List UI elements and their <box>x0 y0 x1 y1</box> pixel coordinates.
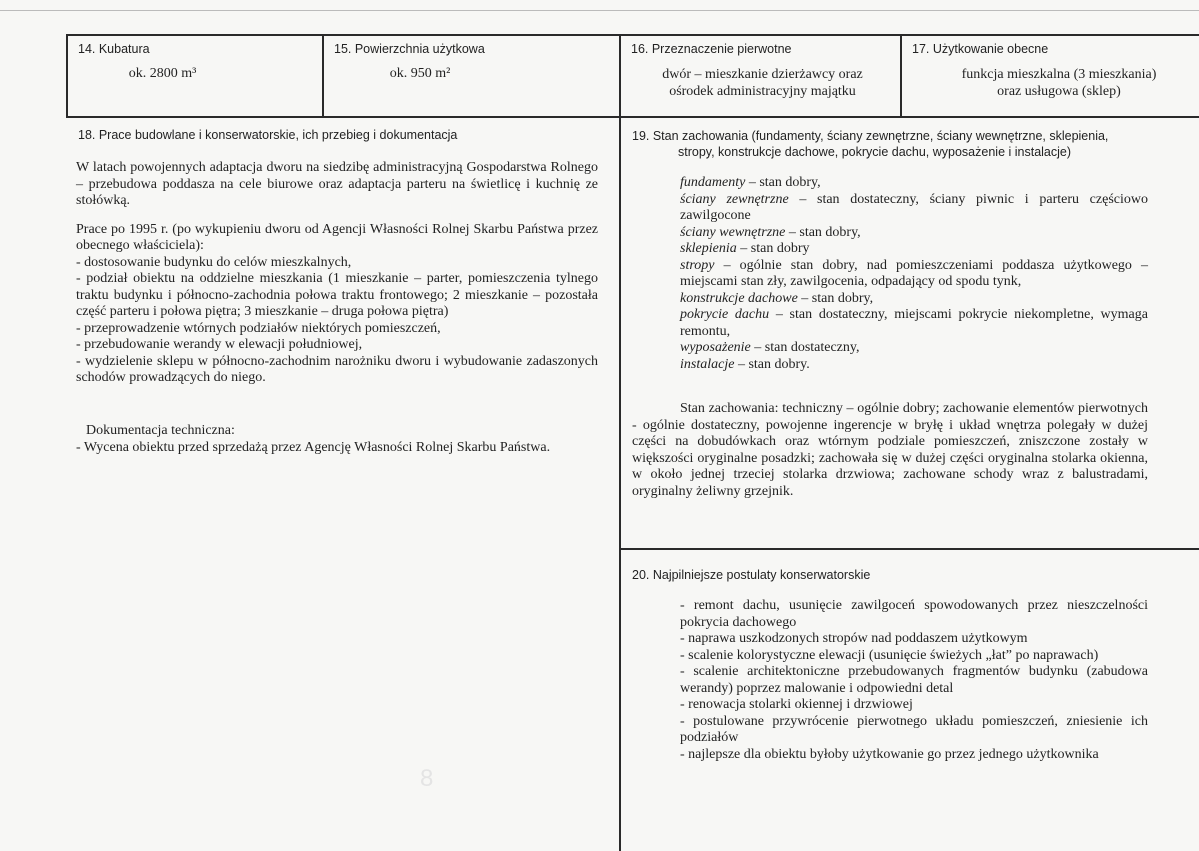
stan-term: ściany zewnętrzne <box>680 191 789 207</box>
prace-label: 18. Prace budowlane i konserwatorskie, ich przebieg i dokumentacja <box>78 128 458 142</box>
stan-desc: – stan dostateczny, <box>750 340 860 355</box>
list-item: - remont dachu, usunięcie zawilgoceń spowodowanych przez nieszczelności pokrycia dachowego <box>680 598 1148 630</box>
prace-list <box>76 255 598 387</box>
list-item <box>680 357 1148 374</box>
prace-intro: W latach powojennych adaptacja dworu na siedzibę administracyjną Gospodarstwa Rolnego – przebudowa poddasza na cele biurowe oraz adaptacja parteru na świetlicę i kuchnię ze stołówką. <box>76 160 598 208</box>
dokumentacja-item: - Wycena obiektu przed sprzedażą przez Agencję Własności Rolnej Skarbu Państwa. <box>76 440 551 455</box>
list-item <box>680 307 1148 340</box>
list-item: - przeprowadzenie wtórnych podziałów niektórych pomieszczeń, <box>76 320 441 336</box>
stan-term: sklepienia <box>680 241 737 256</box>
przeznaczenie-value <box>640 67 885 100</box>
col-divider-main <box>619 34 621 851</box>
przeznaczenie-line: dwór – mieszkanie dzierżawcy oraz <box>662 67 863 82</box>
kubatura-value: ok. 2800 m³ <box>128 66 197 81</box>
stan-label-line: stropy, konstrukcje dachowe, pokrycie dachu, wyposażenie i instalacje) <box>678 145 1072 159</box>
uzytkowanie-label: 17. Użytkowanie obecne <box>912 42 1049 56</box>
list-item <box>680 175 1148 192</box>
stan-label-line: 19. Stan zachowania (fundamenty, ściany zewnętrzne, ściany wewnętrzne, sklepienia, <box>632 129 1109 143</box>
stan-desc: – stan dobry, <box>745 175 821 190</box>
dokumentacja-label: Dokumentacja techniczna: <box>86 423 235 438</box>
powierzchnia-value: ok. 950 m² <box>389 66 451 81</box>
postulaty-list <box>680 598 1148 763</box>
stan-term: wyposażenie <box>680 340 751 355</box>
col-divider-14-15 <box>322 34 324 118</box>
stan-list <box>680 175 1148 373</box>
list-item <box>680 241 1148 258</box>
kubatura-label: 14. Kubatura <box>78 42 150 56</box>
uzytkowanie-line: funkcja mieszkalna (3 mieszkania) <box>961 67 1157 82</box>
list-item: - wydzielenie sklepu w północno-zachodnim narożniku dworu i wybudowanie zadaszonych schodów prowadzących do niego. <box>76 353 598 385</box>
postulaty-label: 20. Najpilniejsze postulaty konserwatorskie <box>632 568 871 582</box>
przeznaczenie-label: 16. Przeznaczenie pierwotne <box>631 42 792 56</box>
list-item: - renowacja stolarki okiennej i drzwiowej <box>680 697 913 712</box>
stan-term: stropy <box>680 257 715 273</box>
col-divider-16-17 <box>900 34 902 118</box>
przeznaczenie-line: ośrodek administracyjny majątku <box>669 83 856 99</box>
list-item: - przebudowanie werandy w elewacji południowej, <box>76 337 363 352</box>
list-item: - scalenie architektoniczne przebudowanych fragmentów budynku (zabudowa werandy) poprzez malowanie i odpowiedni detal <box>680 664 1148 696</box>
stan-term: instalacje <box>680 356 735 372</box>
list-item <box>680 291 1148 308</box>
uzytkowanie-line: oraz usługowa (sklep) <box>997 83 1121 99</box>
list-item: - najlepsze dla obiektu byłoby użytkowanie go przez jednego użytkownika <box>680 746 1099 762</box>
list-item <box>680 225 1148 242</box>
stan-term: ściany wewnętrzne <box>680 224 786 240</box>
stan-desc: – stan dostateczny, miejscami pokrycie niekompletne, wymaga remontu, <box>680 307 1148 339</box>
stan-desc: – stan dobry <box>736 241 810 256</box>
list-item: - scalenie kolorystyczne elewacji (usunięcie świeżych „łat” po naprawach) <box>680 647 1099 663</box>
scan-mark: 8 <box>420 765 434 792</box>
row-divider-1 <box>66 116 1199 118</box>
list-item <box>680 258 1148 291</box>
list-item <box>680 340 1148 357</box>
stan-desc: – stan dobry, <box>785 224 861 240</box>
table-top-border <box>66 34 1199 36</box>
prace-body <box>76 160 598 387</box>
list-item: - dostosowanie budynku do celów mieszkalnych, <box>76 254 352 270</box>
uzytkowanie-value <box>944 67 1174 100</box>
stan-desc: – stan dobry. <box>734 356 810 372</box>
stan-term: konstrukcje dachowe <box>680 290 798 306</box>
stan-desc: – stan dobry, <box>797 290 874 306</box>
row-divider-2 <box>621 548 1199 550</box>
stan-term: pokrycie dachu <box>680 307 770 322</box>
list-item <box>680 192 1148 225</box>
stan-label <box>632 128 1108 160</box>
prace-after-1995: Prace po 1995 r. (po wykupieniu dworu od Agencji Własności Rolnej Skarbu Państwa przez obecnego właściciela): <box>76 221 598 253</box>
left-border <box>66 34 68 118</box>
stan-term: fundamenty <box>680 175 746 190</box>
stan-desc: – ogólnie stan dobry, nad pomieszczeniami poddasza użytkowego – miejscami stan zły, zawilgocenia, odpadający od spodu tynk, <box>680 257 1148 289</box>
list-item: - podział obiektu na oddzielne mieszkania (1 mieszkanie – parter, pomieszczenia tylnego traktu budynku i północno-zachodnia połowa traktu frontowego; 2 mieszkanie – pozostała część parteru i połowa piętra; 3 mieszkanie – druga połowa piętra) <box>76 271 598 319</box>
powierzchnia-label: 15. Powierzchnia użytkowa <box>334 42 485 56</box>
list-item: - postulowane przywrócenie pierwotnego układu pomieszczeń, zniesienie ich podziałów <box>680 713 1148 745</box>
stan-summary: Stan zachowania: techniczny – ogólnie dobry; zachowanie elementów pierwotnych - ogólnie dostateczny, powojenne ingerencje w bryłę i układ wnętrza polegały w dużej części na dobudówkach oraz wtórnym podziale pomieszczeń, zniszczone zostały w większości oryginalne posadzki; zachowała się w dużej części oryginalna stolarka okienna, w około jednej trzeciej stolarka drzwiowa; zachowane schody wraz z balustradami, oryginalny żeliwny grzejnik. <box>632 401 1148 499</box>
stan-desc: – stan dostateczny, ściany piwnic i parteru częściowo zawilgocone <box>680 191 1148 223</box>
list-item: - naprawa uszkodzonych stropów nad poddaszem użytkowym <box>680 631 1028 646</box>
top-scan-line <box>0 10 1199 11</box>
